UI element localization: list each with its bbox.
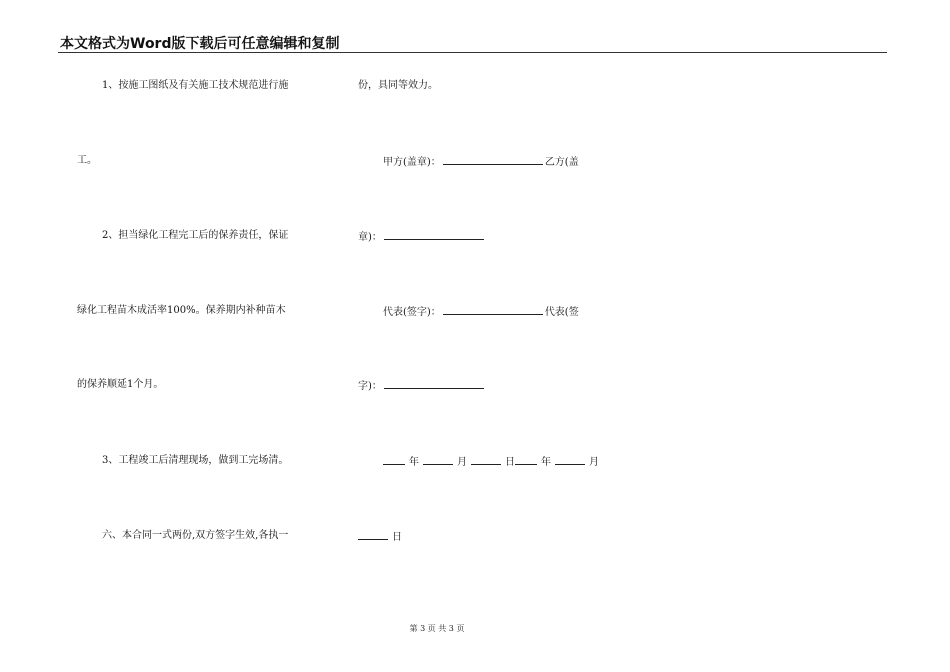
month-blank-b [555,455,585,465]
date-line [383,455,599,469]
year-label-a: 年 [409,457,419,468]
year-blank-a [383,455,405,465]
header-divider [58,52,887,53]
rep-b-label: 代表(签 [544,307,579,318]
day-blank-a [471,455,501,465]
rep-a-blank [443,305,543,315]
left-line-7: 六、本合同一式两份,双方签字生效,各执一 [102,530,289,541]
left-line-5: 的保养顺延1个月。 [77,379,164,390]
party-a-label: 甲方(盖章)： [383,157,441,168]
page-number: 第 3 页 共 3 页 [409,624,465,633]
day-label-b: 日 [392,532,402,543]
month-label-a: 月 [457,457,467,468]
day-blank-b [358,530,388,540]
seal-continuation-line [358,230,486,244]
month-label-b: 月 [589,457,599,468]
left-line-3: 2、担当绿化工程完工后的保养责任，保证 [102,230,289,241]
date-continuation-line [358,530,402,544]
document-header-title: 本文格式为Word版下载后可任意编辑和复制 [60,36,340,52]
left-line-2: 工。 [77,155,97,166]
sign-continuation-line [358,379,486,393]
party-b-blank [384,230,484,240]
left-line-6: 3、工程竣工后清理现场，做到工完场清。 [102,455,289,466]
party-signature-line [383,155,579,169]
month-blank-a [423,455,453,465]
day-label-a: 日 [505,457,515,468]
rep-b-blank [384,379,484,389]
seal-continuation-label: 章)： [358,232,382,243]
party-b-label: 乙方(盖 [544,157,579,168]
left-line-1: 1、按施工图纸及有关施工技术规范进行施 [102,80,289,91]
left-line-4: 绿化工程苗木成活率100%。保养期内补种苗木 [77,305,286,316]
party-a-blank [443,155,543,165]
representative-signature-line [383,305,579,319]
year-blank-b [515,455,537,465]
sign-continuation-label: 字)： [358,381,382,392]
year-label-b: 年 [541,457,551,468]
rep-a-label: 代表(签字)： [383,307,441,318]
right-line-1: 份，具同等效力。 [358,80,438,91]
